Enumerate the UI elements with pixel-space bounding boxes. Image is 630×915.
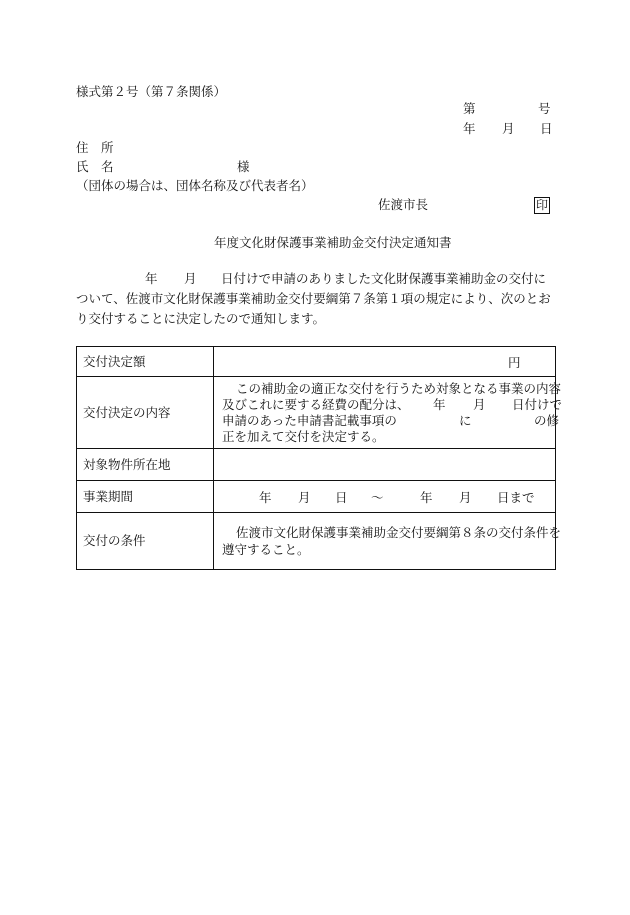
period-month2: 月	[459, 490, 472, 505]
content-line2-date: 日付けで	[512, 397, 563, 412]
location-cell	[214, 449, 556, 481]
conditions-line1: 佐渡市文化財保護事業補助金交付要綱第８条の交付条件を	[236, 525, 562, 540]
table-row	[77, 481, 556, 513]
period-day2: 日まで	[497, 490, 535, 505]
issue-month: 月	[502, 121, 515, 136]
body-line2: ついて、佐渡市文化財保護事業補助金交付要綱第７条第１項の規定により、次のとお	[76, 291, 551, 306]
row-label-amount: 交付決定額	[77, 347, 214, 377]
document-title: 年度文化財保護事業補助金交付決定通知書	[214, 235, 452, 250]
body-line3: り交付することに決定したので通知します。	[76, 311, 326, 326]
table-row	[77, 347, 556, 377]
form-number: 様式第２号（第７条関係）	[76, 84, 227, 99]
content-cell	[214, 377, 563, 449]
conditions-line2: 遵守すること。	[222, 542, 310, 557]
seal-mark: 印	[535, 198, 548, 212]
body-line1: 日付けで申請のありました文化財保護事業補助金の交付に	[221, 271, 547, 286]
issue-day: 日	[540, 121, 553, 136]
issuer-title: 佐渡市長	[378, 197, 429, 212]
name-label: 氏 名	[76, 159, 114, 174]
period-cell	[214, 481, 556, 513]
content-line1: この補助金の適正な交付を行うため対象となる事業の内容	[236, 381, 562, 396]
period-year1: 年	[259, 490, 272, 505]
period-day1: 日	[335, 490, 348, 505]
content-line2-year: 年	[433, 397, 446, 412]
content-line3-shu: の修	[534, 413, 560, 428]
conditions-cell	[214, 513, 562, 570]
decision-table	[76, 346, 563, 570]
issue-dai: 第	[463, 101, 476, 116]
content-line2-month: 月	[473, 397, 486, 412]
content-line3a: 申請のあった申請書記載事項の	[222, 413, 397, 428]
content-line3-ni: に	[459, 413, 472, 428]
table-row	[77, 449, 556, 481]
row-label-conditions: 交付の条件	[77, 513, 214, 570]
content-line2a: 及びこれに要する経費の配分は、	[222, 397, 410, 412]
table-row	[77, 513, 556, 570]
body-year: 年	[145, 271, 158, 286]
amount-cell	[214, 347, 556, 377]
period-month1: 月	[298, 490, 311, 505]
issue-go: 号	[538, 101, 551, 116]
content-line4: 正を加えて交付を決定する。	[222, 429, 385, 444]
address-label: 住 所	[76, 140, 114, 155]
period-year2: 年	[420, 490, 433, 505]
table-row	[77, 377, 556, 449]
yen-unit: 円	[508, 355, 521, 370]
sama-honorific: 様	[237, 159, 250, 174]
row-label-location: 対象物件所在地	[77, 449, 214, 481]
org-note: （団体の場合は、団体名称及び代表者名）	[76, 178, 314, 193]
period-tilde: ～	[371, 490, 384, 505]
row-label-content: 交付決定の内容	[77, 377, 214, 449]
row-label-period: 事業期間	[77, 481, 214, 513]
issue-year: 年	[463, 121, 476, 136]
body-month: 月	[184, 271, 197, 286]
